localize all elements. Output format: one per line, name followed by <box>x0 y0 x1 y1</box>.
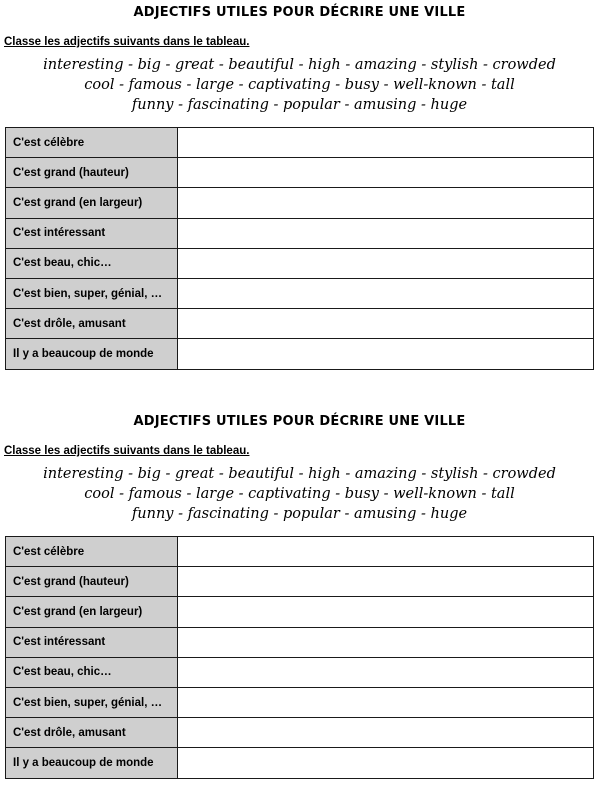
answer-cell[interactable] <box>178 718 594 748</box>
table-row <box>6 537 594 567</box>
worksheet-1 <box>0 0 599 400</box>
answer-cell[interactable] <box>178 597 594 627</box>
answer-cell[interactable] <box>178 687 594 717</box>
word-bank-line: cool - famous - large - captivating - busy - well-known - tall <box>84 77 515 93</box>
word-bank-line: cool - famous - large - captivating - busy - well-known - tall <box>84 486 515 502</box>
table-row <box>6 339 594 369</box>
row-label: C'est bien, super, génial, … <box>6 687 178 717</box>
classification-table <box>5 127 594 370</box>
row-label: C'est intéressant <box>6 627 178 657</box>
table-row <box>6 567 594 597</box>
answer-cell[interactable] <box>178 218 594 248</box>
table-row <box>6 627 594 657</box>
table-row <box>6 188 594 218</box>
answer-cell[interactable] <box>178 339 594 369</box>
answer-cell[interactable] <box>178 188 594 218</box>
word-bank-line: interesting - big - great - beautiful - high - amazing - stylish - crowded <box>43 466 556 482</box>
table-row <box>6 657 594 687</box>
table-row <box>6 218 594 248</box>
instruction-text: Classe les adjectifs suivants dans le tableau. <box>4 36 250 48</box>
row-label: Il y a beaucoup de monde <box>6 339 178 369</box>
row-label: C'est grand (hauteur) <box>6 567 178 597</box>
table-row <box>6 718 594 748</box>
worksheet-title: ADJECTIFS UTILES POUR DÉCRIRE UNE VILLE <box>133 5 466 20</box>
answer-cell[interactable] <box>178 657 594 687</box>
worksheet-title: ADJECTIFS UTILES POUR DÉCRIRE UNE VILLE <box>133 414 466 429</box>
row-label: C'est grand (en largeur) <box>6 597 178 627</box>
word-bank-line: interesting - big - great - beautiful - high - amazing - stylish - crowded <box>43 57 556 73</box>
answer-cell[interactable] <box>178 309 594 339</box>
answer-cell[interactable] <box>178 567 594 597</box>
word-bank <box>0 55 599 115</box>
table-row <box>6 309 594 339</box>
answer-cell[interactable] <box>178 248 594 278</box>
answer-cell[interactable] <box>178 158 594 188</box>
table-row <box>6 248 594 278</box>
table-row <box>6 597 594 627</box>
classification-table <box>5 536 594 779</box>
row-label: C'est intéressant <box>6 218 178 248</box>
table-row <box>6 128 594 158</box>
table-row <box>6 687 594 717</box>
word-bank-line: funny - fascinating - popular - amusing - huge <box>131 506 468 522</box>
table-row <box>6 748 594 778</box>
row-label: Il y a beaucoup de monde <box>6 748 178 778</box>
table-row <box>6 158 594 188</box>
row-label: C'est grand (en largeur) <box>6 188 178 218</box>
worksheet-2 <box>0 409 599 809</box>
answer-cell[interactable] <box>178 278 594 308</box>
row-label: C'est drôle, amusant <box>6 309 178 339</box>
answer-cell[interactable] <box>178 537 594 567</box>
answer-cell[interactable] <box>178 627 594 657</box>
row-label: C'est drôle, amusant <box>6 718 178 748</box>
row-label: C'est célèbre <box>6 537 178 567</box>
answer-cell[interactable] <box>178 128 594 158</box>
word-bank-line: funny - fascinating - popular - amusing - huge <box>131 97 468 113</box>
row-label: C'est beau, chic… <box>6 248 178 278</box>
word-bank <box>0 464 599 524</box>
row-label: C'est grand (hauteur) <box>6 158 178 188</box>
row-label: C'est beau, chic… <box>6 657 178 687</box>
instruction-text: Classe les adjectifs suivants dans le tableau. <box>4 445 250 457</box>
row-label: C'est célèbre <box>6 128 178 158</box>
answer-cell[interactable] <box>178 748 594 778</box>
row-label: C'est bien, super, génial, … <box>6 278 178 308</box>
table-row <box>6 278 594 308</box>
